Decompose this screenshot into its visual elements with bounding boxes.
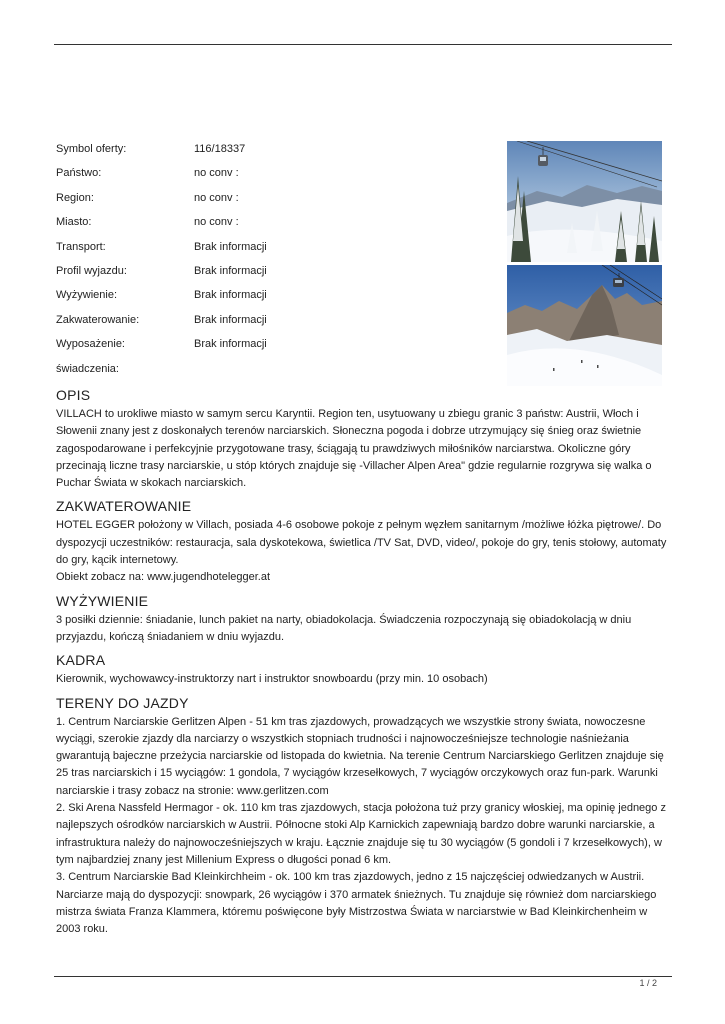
section-title-wyzywienie: WYŻYWIENIE bbox=[56, 592, 149, 609]
offer-info-label: Symbol oferty: bbox=[56, 143, 127, 155]
offer-info-table bbox=[56, 142, 456, 386]
offer-info-row bbox=[56, 362, 456, 386]
offer-info-value: no conv : bbox=[194, 216, 239, 229]
offer-info-value: Brak informacji bbox=[194, 264, 267, 277]
offer-description bbox=[56, 386, 672, 938]
ski-area-item: 1. Centrum Narciarskie Gerlitzen Alpen - 51 km tras zjazdowych, prowadzących we wszystkie strony świata, nowoczesne wyciągi, szerokie zjazdy dla narciarzy o wszystkich stopniach trudności i najnowocześniejsze technologie naśnieżania gwarantują bajeczne przeżycia narciarskie od listopada do kwietnia. Na terenie Centrum Narciarskiego Gerlitzen znajduje się 25 tras narciarskich i 15 wyciągów: 1 gondola, 7 wyciągów krzesełkowych, 7 wyciągów orczykowych oraz fun-park. Warunki narciarskie i trasy zobacz na stronie: www.gerlitzen.com bbox=[56, 715, 664, 797]
ski-mountain-cable-car-photo bbox=[507, 265, 662, 386]
section-title-zakwaterowanie: ZAKWATEROWANIE bbox=[56, 498, 192, 515]
offer-info-label: Profil wyjazdu: bbox=[56, 264, 127, 277]
offer-info-row bbox=[56, 240, 456, 264]
section-text-wyzywienie: 3 posiłki dziennie: śniadanie, lunch pakiet na narty, obiadokolacja. Świadczenia rozpoczynają się obiadokolacją w dniu przyjazdu, kończą śniadaniem w dniu wyjazdu. bbox=[56, 613, 632, 643]
offer-info-row bbox=[56, 288, 456, 312]
offer-info-label: Region: bbox=[56, 191, 94, 204]
offer-info-row bbox=[56, 337, 456, 361]
offer-info-row bbox=[56, 313, 456, 337]
ski-area-item: 3. Centrum Narciarskie Bad Kleinkirchheim - ok. 100 km tras zjazdowych, jedno z 15 najczęściej odwiedzanych w Austrii. Narciarze mają do dyspozycji: snowpark, 26 wyciągów i 370 armatek śnieżnych. Tu znajduje się również dom narciarskiego mistrza świata Franza Klammera, któremu poświęcone były Mistrzostwa Świata w narciarstwie w Bad Kleinkirchenheim w 2003 roku. bbox=[56, 871, 657, 936]
section-title-opis: OPIS bbox=[56, 387, 91, 403]
hotel-link[interactable]: Obiekt zobacz na: www.jugendhotelegger.at bbox=[56, 571, 271, 584]
page-number: 1 / 2 bbox=[639, 978, 657, 988]
offer-info-row bbox=[56, 215, 456, 239]
offer-info-value: Brak informacji bbox=[194, 313, 267, 326]
offer-info-label: Miasto: bbox=[56, 216, 92, 229]
section-text-kadra: Kierownik, wychowawcy-instruktorzy nart i instruktor snowboardu (przy min. 10 osobach) bbox=[56, 673, 488, 686]
offer-info-value: no conv : bbox=[194, 191, 239, 204]
offer-info-label: Transport: bbox=[56, 240, 106, 253]
ski-area-item: 2. Ski Arena Nassfeld Hermagor - ok. 110 km tras zjazdowych, stacja położona tuż przy granicy włoskiej, ma opinię jednego z najlepszych ośrodków narciarskich w Austrii. Północne stoki Alp Karnickich zapewniają bardzo dobre warunki narciarskie, a infrastruktura należy do najnowocześniejszych w kraju. Łącznie znajduje się tu 30 wyciągów (5 gondoli i 7 krzesełkowych), w tym najbardziej znany jest Millenium Express o długości ponad 6 km. bbox=[56, 802, 666, 866]
offer-info-row bbox=[56, 166, 456, 190]
section-title-tereny: TERENY DO JAZDY bbox=[56, 694, 189, 711]
offer-info-value: Brak informacji bbox=[194, 289, 267, 302]
header-rule bbox=[54, 44, 672, 45]
offer-info-value: Brak informacji bbox=[194, 338, 267, 351]
ski-gondola-photo bbox=[507, 141, 662, 262]
offer-info-label: Wyposażenie: bbox=[56, 338, 125, 351]
offer-info-label: Zakwaterowanie: bbox=[56, 313, 140, 326]
section-title-kadra: KADRA bbox=[56, 652, 106, 669]
footer-rule bbox=[54, 976, 672, 977]
offer-info-label: świadczenia: bbox=[56, 362, 119, 375]
section-text-opis: VILLACH to urokliwe miasto w samym sercu Karyntii. Region ten, usytuowany u zbiegu granic 3 państw: Austrii, Włoch i Słowenii znany jest z doskonałych terenów narciarskich. Słoneczna pogoda i dobrze utrzymujący się śnieg oraz świetnie zagospodarowane i perfekcyjnie przygotowane trasy, ściągają tu prawdziwych miłośników narciarstwa. Okoliczne góry przecinają liczne trasy narciarskie, u stóp których znajduje się -Villacher Alpen Area" gdzie regularnie rozgrywa się walka o Puchar Świata w skokach narciarskich. bbox=[56, 408, 652, 490]
offer-info-label: Państwo: bbox=[56, 167, 102, 180]
offer-info-value bbox=[194, 362, 456, 386]
offer-info-value: 116/18337 bbox=[194, 143, 246, 155]
offer-info-row bbox=[56, 142, 456, 166]
offer-info-row bbox=[56, 264, 456, 288]
offer-info-value: Brak informacji bbox=[194, 240, 267, 253]
offer-info-row bbox=[56, 191, 456, 215]
offer-info-label: Wyżywienie: bbox=[56, 289, 118, 302]
offer-info-value: no conv : bbox=[194, 167, 239, 180]
section-text-zakwaterowanie: HOTEL EGGER położony w Villach, posiada 4-6 osobowe pokoje z pełnym węzłem sanitarnym /możliwe łóżka piętrowe/. Do dyspozycji uczestników: restauracja, sala dyskotekowa, świetlica /TV Sat, DVD, video/, pokoje do gry, tenis stołowy, automaty do gry, kącik internetowy. bbox=[56, 519, 667, 567]
